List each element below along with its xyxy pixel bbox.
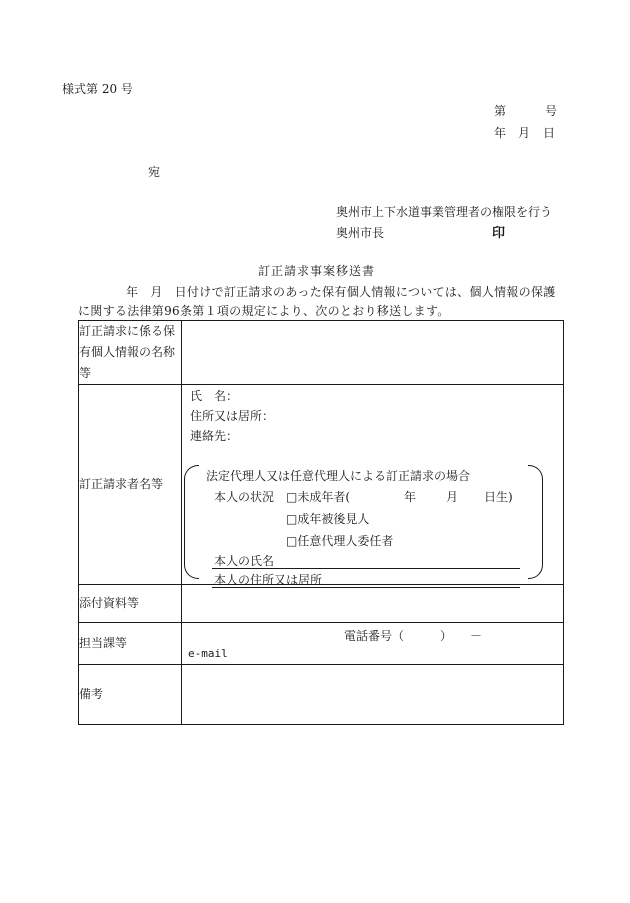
target-label: 訂正請求に係る保有個人情報の名称等 bbox=[79, 321, 182, 385]
date-day: 日 bbox=[543, 126, 556, 140]
attachments-value bbox=[182, 585, 564, 623]
principal-name-line bbox=[212, 568, 520, 569]
minor-birth-day: 日生) bbox=[484, 490, 513, 504]
body-line-2: に関する法律第96条第１項の規定により、次のとおり移送します。 bbox=[78, 304, 450, 318]
body-month: 月 bbox=[150, 285, 163, 299]
attachments-label: 添付資料等 bbox=[79, 585, 182, 623]
minor-birth-month: 月 bbox=[446, 490, 459, 504]
adult-ward-checkbox[interactable]: □成年被後見人 bbox=[286, 512, 370, 526]
minor-checkbox[interactable]: □未成年者( bbox=[286, 490, 351, 504]
proxy-bracket-left bbox=[184, 465, 199, 579]
requester-address: 住所又は居所： bbox=[190, 409, 275, 423]
proxy-heading: 法定代理人又は任意代理人による訂正請求の場合 bbox=[206, 469, 471, 483]
table-row-attachments bbox=[79, 585, 564, 623]
remarks-label: 備考 bbox=[79, 665, 182, 725]
charge-phone: 電話番号（ ） － bbox=[344, 629, 483, 643]
document-number-label: 第 bbox=[494, 104, 507, 118]
date-month: 月 bbox=[518, 126, 531, 140]
body-line-1-text: 日付けで訂正請求のあった保有個人情報については、個人情報の保護 bbox=[174, 285, 556, 299]
proxy-bracket-right bbox=[528, 465, 543, 579]
target-value bbox=[182, 321, 564, 385]
body-line-1 bbox=[78, 283, 556, 300]
minor-birth-year: 年 bbox=[404, 490, 417, 504]
seal-mark: 印 bbox=[492, 226, 506, 241]
document-number-suffix: 号 bbox=[545, 104, 558, 118]
principal-address: 本人の住所又は居所 bbox=[214, 573, 323, 587]
charge-label: 担当課等 bbox=[79, 623, 182, 665]
principal-status-label: 本人の状況 bbox=[214, 490, 275, 504]
form-number: 様式第 20 号 bbox=[62, 82, 133, 96]
principal-address-line bbox=[212, 587, 520, 588]
requester-value bbox=[182, 385, 564, 585]
date-year: 年 bbox=[494, 126, 507, 140]
table-row-requester bbox=[79, 385, 564, 585]
requester-contact: 連絡先： bbox=[190, 429, 239, 443]
charge-email: e-mail bbox=[188, 647, 228, 660]
body-year: 年 bbox=[126, 285, 139, 299]
document-title: 訂正請求事案移送書 bbox=[258, 264, 376, 278]
addressee: 宛 bbox=[148, 165, 161, 179]
principal-name: 本人の氏名 bbox=[214, 554, 275, 568]
transfer-form-table bbox=[78, 320, 564, 725]
agent-checkbox[interactable]: □任意代理人委任者 bbox=[286, 534, 394, 548]
sender-title: 奥州市上下水道事業管理者の権限を行う bbox=[336, 205, 553, 219]
table-row-target bbox=[79, 321, 564, 385]
table-row-remarks bbox=[79, 665, 564, 725]
requester-name: 氏 名： bbox=[190, 389, 239, 403]
sender-name: 奥州市長 bbox=[336, 226, 385, 240]
requester-label: 訂正請求者名等 bbox=[79, 385, 182, 585]
table-row-charge bbox=[79, 623, 564, 665]
charge-value bbox=[182, 623, 564, 665]
remarks-value bbox=[182, 665, 564, 725]
